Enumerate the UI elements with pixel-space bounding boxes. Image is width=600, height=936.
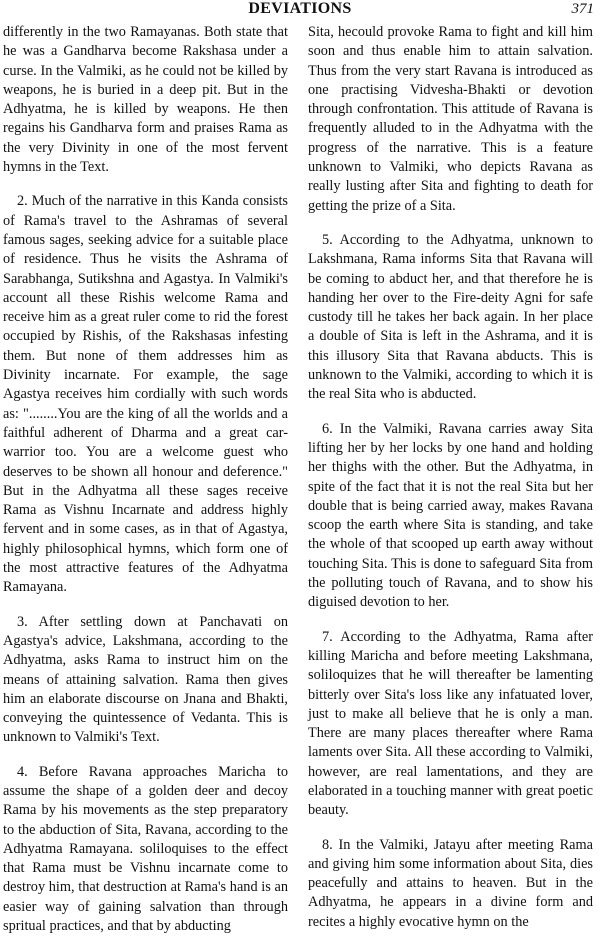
paragraph: 7. According to the Adhyatma, Rama after killing Maricha and before meeting Lakshmana, soliloquizes that he will thereafter be lamenting bitterly over Sita's loss like any infatuated lover, just to make all believe that he is only a man. There are many places thereafter where Rama laments over Sita. All these according to Valmiki, however, are real lamentations, and they are elaborated in a touching manner with great poetic beauty. bbox=[308, 628, 593, 819]
right-column bbox=[308, 23, 593, 932]
paragraph: 2. Much of the narrative in this Kanda consists of Rama's travel to the Ashramas of several famous sages, seeking advice for a suitable place of residence. Thus he visits the Ashrama of Sarabhanga, Sutikshna and Agastya. In Valmiki's account all these Rishis welcome Rama and receive him as a great ruler come to rid the forest occupied by Rishis, of the Rakshasas infesting them. But none of them addresses him as Divinity incarnate. For example, the sage Agastya receives him cordially with such words as: "........You are the king of all the worlds and a faithful adherent of Dharma and a great car-warrior too. You are a welcome guest who deserves to be shown all honour and deference." But in the Adhyatma all these sages receive Rama as Vishnu Incarnate and address highly fervent and in some cases, as in that of Agastya, highly philosophical hymns, which form one of the most attractive features of the Adhyatma Ramayana. bbox=[3, 193, 288, 596]
left-column bbox=[3, 23, 288, 936]
paragraph: 3. After settling down at Panchavati on Agastya's advice, Lakshmana, according to the Adhyatma, asks Rama to instruct him on the means of attaining salvation. Rama then gives him an elaborate discourse on Jnana and Bhakti, conveying the quintessence of Vedanta. This is unknown to Valmiki's Text. bbox=[3, 613, 288, 746]
paragraph: 8. In the Valmiki, Jatayu after meeting Rama and giving him some information about Sita, dies peacefully and attains to heaven. But in the Adhyatma, he appears in a divine form and recites a highly evocative hymn on the bbox=[308, 836, 593, 930]
paragraph: 4. Before Ravana approaches Maricha to assume the shape of a golden deer and decoy Rama by his movements as the step preparatory to the abduction of Sita, Ravana, according to the Adhyatma Ramayana. soliloquises to the effect that Rama must be Vishnu incarnate come to destroy him, that destruction at Rama's hand is an easier way of gaining salvation than through spritual practices, and that by abducting bbox=[3, 763, 288, 935]
page-number: 371 bbox=[571, 1, 594, 17]
page-header bbox=[0, 0, 600, 22]
paragraph: 5. According to the Adhyatma, unknown to Lakshmana, Rama informs Sita that Ravana will be coming to abduct her, and that therefore he is handing her over to the Fire-deity Agni for safe custody till he takes her back again. In her place a double of Sita is left in the Ashrama, and it is this illusory Sita that Ravana abducts. This is unknown to the Valmiki, according to which it is the real Sita who is abducted. bbox=[308, 231, 593, 403]
running-title: DEVIATIONS bbox=[248, 0, 352, 17]
paragraph: Sita, hecould provoke Rama to fight and kill him soon and thus enable him to attain salvation. Thus from the very start Ravana is introduced as one practising Vidvesha-Bhakti or devotion through confrontation. This attitude of Ravana is frequently alluded to in the Adhyatma with the progress of the narrative. This is a feature unknown to Valmiki, who depicts Ravana as really lusting after Sita and fighting to death for getting the prize of a Sita. bbox=[308, 24, 593, 214]
paragraph: 6. In the Valmiki, Ravana carries away Sita lifting her by her locks by one hand and holding her thighs with the other. But the Adhyatma, in spite of the fact that it is not the real Sita but her double that is being carried away, makes Ravana scoop the earth where Sita is standing, and take the whole of that scooped up earth away without touching Sita. This is done to safeguard Sita from the polluting touch of Ravana, and to show his diguised devotion to her. bbox=[308, 420, 593, 611]
paragraph: differently in the two Ramayanas. Both state that he was a Gandharva become Rakshasa under a curse. In the Valmiki, as he could not be killed by weapons, he is buried in a deep pit. But in the Adhyatma, he is killed by weapons. He then regains his Gandharva form and praises Rama as the very Divinity in one of the most fervent hymns in the Text. bbox=[3, 24, 288, 176]
